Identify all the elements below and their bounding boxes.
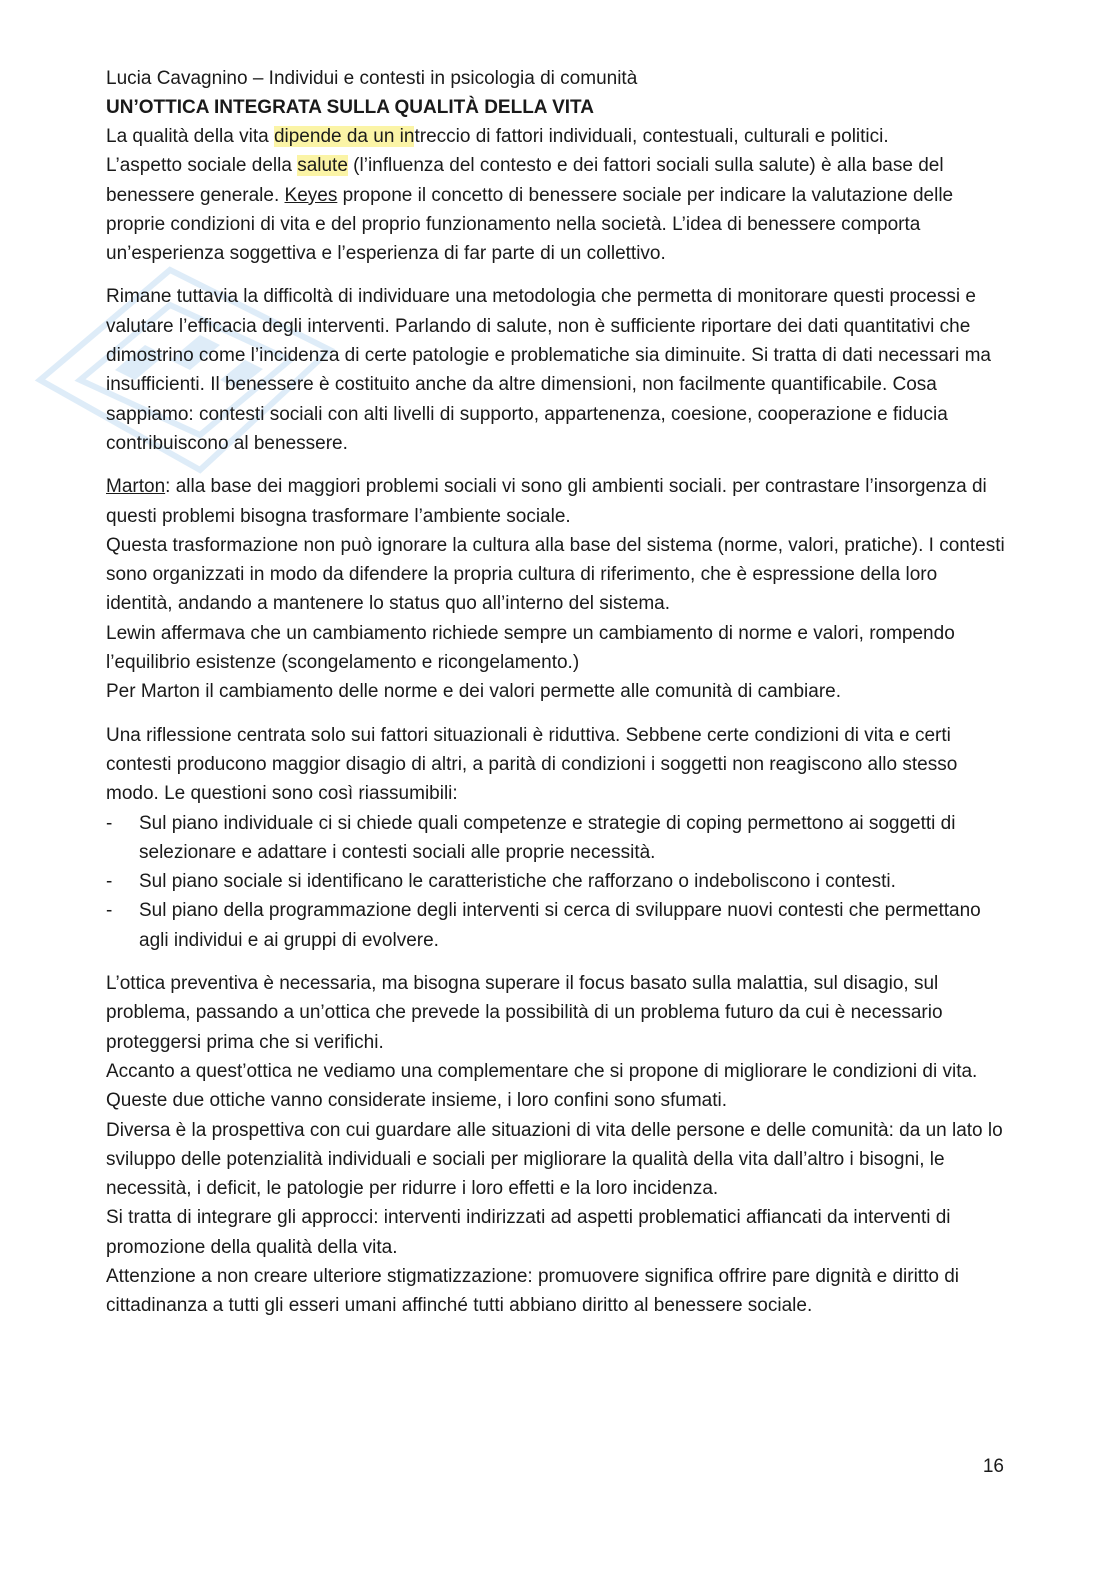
running-header: Lucia Cavagnino – Individui e contesti in psicologia di comunità bbox=[106, 68, 638, 89]
list-item-text: Sul piano individuale ci si chiede quali competenze e strategie di coping permettono ai soggetti di selezionare e adattare i contesti sociali alle proprie necessità. bbox=[139, 812, 956, 863]
text: L’ottica preventiva è necessaria, ma bisogna superare il focus basato sulla malattia, sul disagio, sul problema, passando a un’ottica che prevede la possibilità di un problema futuro da cui è necessario proteggersi prima che si verifichi. bbox=[106, 973, 943, 1053]
highlighted-text: dipende da un in bbox=[273, 126, 415, 147]
author-marton: Marton bbox=[106, 476, 166, 498]
text: L’aspetto sociale della bbox=[106, 155, 298, 177]
list-item bbox=[106, 867, 1006, 896]
dash-bullet: - bbox=[106, 871, 113, 893]
text: Si tratta di integrare gli approcci: interventi indirizzati ad aspetti problematici affiancati da interventi di promozione della qualità della vita. bbox=[106, 1207, 951, 1258]
paragraph-situational-factors bbox=[106, 721, 1006, 955]
page-number: 16 bbox=[982, 1456, 1004, 1477]
list-item bbox=[106, 896, 1006, 955]
text: La qualità della vita bbox=[106, 126, 274, 147]
list-item-text: Sul piano sociale si identificano le caratteristiche che rafforzano o indeboliscono i contesti. bbox=[139, 871, 896, 893]
highlighted-text: salute bbox=[297, 155, 348, 177]
text: (l’influenza del contesto e dei fattori sociali sulla salute) è alla base del benessere generale. bbox=[106, 155, 944, 206]
dash-bullet: - bbox=[106, 812, 113, 834]
text: treccio di fattori individuali, contestuali, culturali e politici. bbox=[414, 126, 889, 147]
paragraph-methodology: Rimane tuttavia la difficoltà di individuare una metodologia che permetta di monitorare questi processi e valutare l’efficacia degli interventi. Parlando di salute, non è sufficiente riportare dei dati quantitativi che dimostrino come l’incidenza di certe patologie e problematiche sia diminuite. Si tratta di dati necessari ma insufficienti. Il benessere è costituito anche da altre dimensioni, non facilmente quantificabile. Cosa sappiamo: contesti sociali con alti livelli di supporto, appartenenza, coesione, cooperazione e fiducia contribuiscono al benessere. bbox=[106, 286, 991, 454]
list-item-text: Sul piano della programmazione degli interventi si cerca di sviluppare nuovi contesti che permettano agli individui e ai gruppi di evolvere. bbox=[139, 900, 981, 951]
paragraph-marton bbox=[106, 472, 1006, 706]
list-item bbox=[106, 809, 1006, 868]
text: Per Marton il cambiamento delle norme e dei valori permette alle comunità di cambiare. bbox=[106, 681, 842, 703]
text: : alla base dei maggiori problemi sociali vi sono gli ambienti sociali. per contrastare l’insorgenza di questi problemi bisogna trasformare l’ambiente sociale. bbox=[106, 476, 987, 527]
paragraph-preventive-perspective bbox=[106, 969, 1006, 1321]
text: propone il concetto di benessere sociale per indicare la valutazione delle proprie condizioni di vita e del proprio funzionamento nella società. L’idea di benessere comporta un’esperienza soggettiva e l’esperienza di far parte di un collettivo. bbox=[106, 184, 954, 265]
dash-bullet: - bbox=[106, 900, 113, 922]
text: Attenzione a non creare ulteriore stigmatizzazione: promuovere significa offrire pare dignità e diritto di cittadinanza a tutti gli esseri umani affinché tutti abbiano diritto al benessere sociale. bbox=[106, 1265, 959, 1317]
document-page bbox=[106, 64, 1006, 1321]
text: Questa trasformazione non può ignorare la cultura alla base del sistema (norme, valori, pratiche). I contesti sono organizzati in modo da difendere la propria cultura di riferimento, che è espressione della loro identità, andando a mantenere lo status quo all’interno del sistema. bbox=[106, 534, 1005, 615]
author-keyes: Keyes bbox=[284, 184, 338, 206]
text: Lewin affermava che un cambiamento richiede sempre un cambiamento di norme e valori, rompendo l’equilibrio esistenze (scongelamento e ricongelamento.) bbox=[106, 622, 955, 674]
text: Diversa è la prospettiva con cui guardare alle situazioni di vita delle persone e delle comunità: da un lato lo sviluppo delle potenzialità individuali e sociali per migliorare la qualità della vita dall’altro i bisogni, le necessità, i deficit, le patologie per ridurre i loro effetti e la loro incidenza. bbox=[106, 1119, 1003, 1200]
questions-list bbox=[106, 809, 1006, 955]
text: Una riflessione centrata solo sui fattori situazionali è riduttiva. Sebbene certe condizioni di vita e certi contesti producono maggior disagio di altri, a parità di condizioni i soggetti non reagiscono allo stesso modo. Le questioni sono così riassumibili: bbox=[106, 724, 958, 805]
paragraph-quality-of-life bbox=[106, 122, 1006, 268]
text: Accanto a quest’ottica ne vediamo una complementare che si propone di migliorare le condizioni di vita. Queste due ottiche vanno considerate insieme, i loro confini sono sfumati. bbox=[106, 1060, 978, 1112]
section-title: UN’OTTICA INTEGRATA SULLA QUALITÀ DELLA VITA bbox=[106, 97, 594, 118]
